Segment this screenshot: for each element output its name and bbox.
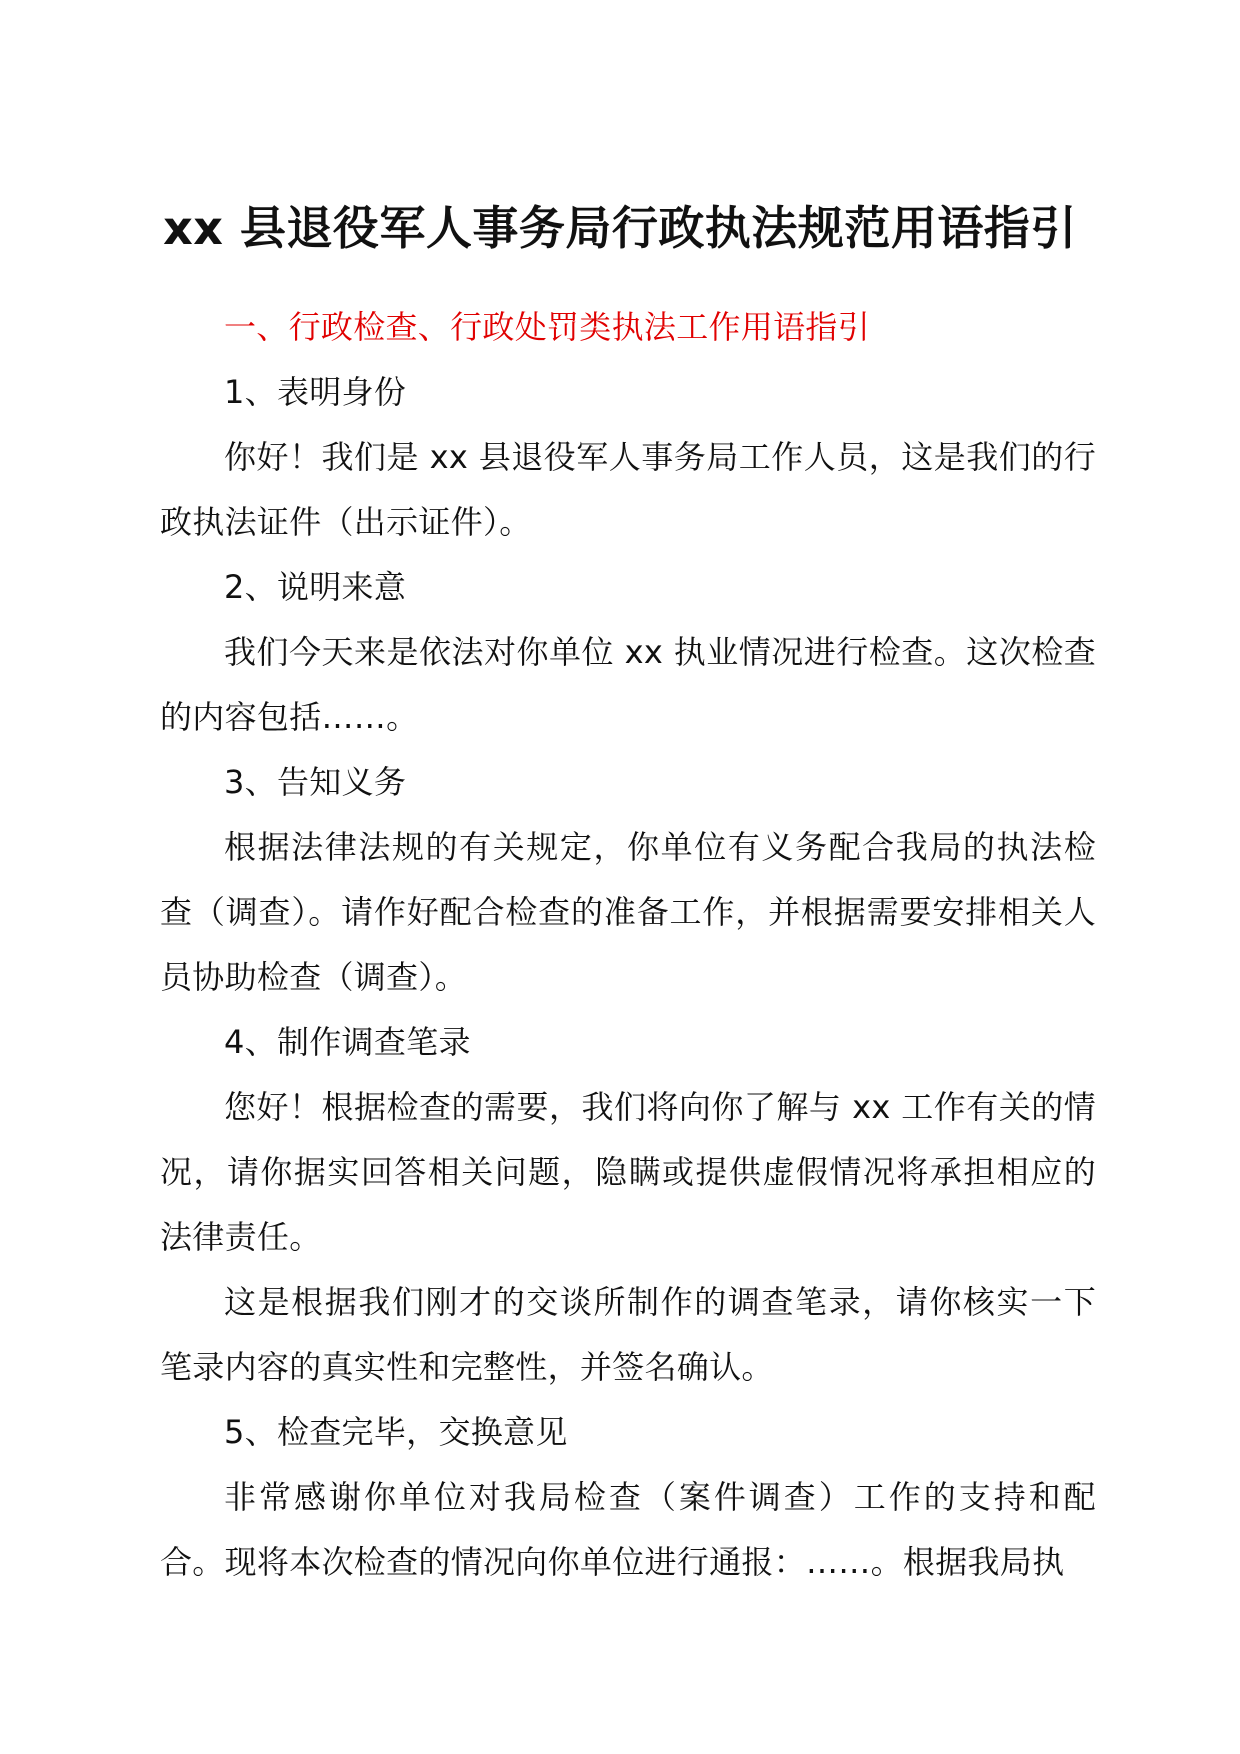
subheading-record: 4、制作调查笔录	[224, 1023, 471, 1061]
document-title: xx 县退役军人事务局行政执法规范用语指引	[163, 201, 1077, 255]
subheading-identify: 1、表明身份	[224, 373, 407, 411]
paragraph: 非常感谢你单位对我局检查（案件调查）工作的支持和配合。现将本次检查的情况向你单位进行通报：……。根据我局执	[160, 1478, 1096, 1581]
paragraph: 你好！我们是 xx 县退役军人事务局工作人员，这是我们的行政执法证件（出示证件）。	[160, 438, 1096, 541]
document-body	[160, 295, 1096, 1595]
paragraph: 我们今天来是依法对你单位 xx 执业情况进行检查。这次检查的内容包括……。	[160, 633, 1096, 736]
paragraph: 这是根据我们刚才的交谈所制作的调查笔录，请你核实一下笔录内容的真实性和完整性，并签名确认。	[160, 1283, 1096, 1386]
subheading-purpose: 2、说明来意	[224, 568, 407, 606]
subheading-obligation: 3、告知义务	[224, 763, 407, 801]
section-heading: 一、行政检查、行政处罚类执法工作用语指引	[224, 308, 871, 346]
paragraph: 根据法律法规的有关规定，你单位有义务配合我局的执法检查（调查）。请作好配合检查的准备工作，并根据需要安排相关人员协助检查（调查）。	[160, 828, 1096, 996]
subheading-conclusion: 5、检查完毕，交换意见	[224, 1413, 568, 1451]
paragraph: 您好！根据检查的需要，我们将向你了解与 xx 工作有关的情况，请你据实回答相关问题，隐瞒或提供虚假情况将承担相应的法律责任。	[160, 1088, 1096, 1256]
